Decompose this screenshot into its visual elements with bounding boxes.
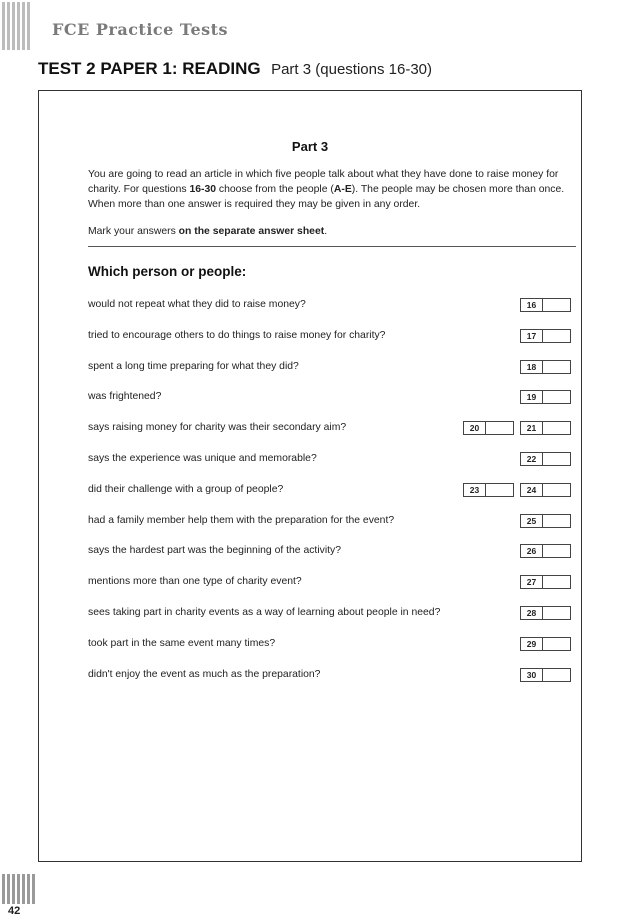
answer-box-number: 27: [521, 576, 543, 588]
answer-box-blank[interactable]: [543, 330, 570, 342]
answer-box-number: 24: [521, 484, 543, 496]
answer-box[interactable]: [520, 421, 571, 435]
part-heading: Part 3: [291, 139, 329, 154]
answer-box-blank[interactable]: [543, 299, 570, 311]
answer-box[interactable]: [520, 360, 571, 374]
mark-answers-paragraph: Mark your answers on the separate answer sheet.: [88, 226, 328, 237]
part-3-frame: [38, 90, 582, 862]
test-title-main: TEST 2 PAPER 1: READING: [38, 59, 261, 78]
answer-box[interactable]: [463, 421, 514, 435]
answer-box[interactable]: [520, 329, 571, 343]
answer-box-blank[interactable]: [543, 422, 570, 434]
answer-box-number: 16: [521, 299, 543, 311]
question-text: says the experience was unique and memorable?: [88, 453, 317, 464]
answer-box-blank[interactable]: [543, 484, 570, 496]
answer-box-number: 18: [521, 361, 543, 373]
question-text: says the hardest part was the beginning of the activity?: [88, 545, 341, 557]
answer-box-number: 26: [521, 545, 543, 557]
question-text: would not repeat what they did to raise money?: [88, 299, 306, 310]
answer-box-blank[interactable]: [543, 515, 570, 527]
question-text: had a family member help them with the preparation for the event?: [88, 514, 395, 526]
decorative-stripes-top: [2, 2, 30, 50]
answer-box[interactable]: [520, 606, 571, 620]
answer-box[interactable]: [520, 483, 571, 497]
answer-box-number: 19: [521, 391, 543, 403]
question-text: took part in the same event many times?: [88, 637, 276, 649]
question-text: did their challenge with a group of people?: [88, 483, 284, 495]
answer-box-number: 17: [521, 330, 543, 342]
answer-box-blank[interactable]: [543, 391, 570, 403]
question-text: didn't enjoy the event as much as the preparation?: [88, 668, 321, 680]
answer-box-number: 30: [521, 669, 543, 681]
answer-box-blank[interactable]: [543, 576, 570, 588]
answer-box[interactable]: [520, 452, 571, 466]
question-text: mentions more than one type of charity event?: [88, 576, 302, 588]
decorative-stripes-bottom: [2, 874, 35, 904]
answer-box-blank[interactable]: [486, 484, 513, 496]
answer-box-number: 28: [521, 607, 543, 619]
answer-box-blank[interactable]: [543, 669, 570, 681]
instructions: [88, 167, 578, 239]
page-number: 42: [8, 905, 21, 917]
question-text: says raising money for charity was their secondary aim?: [88, 422, 347, 434]
answer-box-number: 29: [521, 638, 543, 650]
answer-box-blank[interactable]: [543, 545, 570, 557]
answer-box[interactable]: [520, 390, 571, 404]
question-text: spent a long time preparing for what they did?: [88, 360, 299, 372]
answer-box[interactable]: [520, 298, 571, 312]
answer-box[interactable]: [520, 575, 571, 589]
answer-box-number: 22: [521, 453, 543, 465]
question-text: was frightened?: [88, 391, 162, 403]
answer-box-blank[interactable]: [543, 361, 570, 373]
answer-box-number: 21: [521, 422, 543, 434]
answer-box[interactable]: [520, 668, 571, 682]
question-prompt: Which person or people:: [88, 264, 247, 279]
section-divider: [88, 246, 576, 247]
question-text: tried to encourage others to do things to raise money for charity?: [88, 329, 386, 341]
answer-box-number: 23: [464, 484, 486, 496]
intro-paragraph: You are going to read an article in which five people talk about what they have done to raise money for charity. For questions 16-30 choose from the people (A-E). The people may be chosen more than once. When more than one answer is required they may be given in any order.: [88, 169, 565, 210]
answer-box[interactable]: [520, 637, 571, 651]
answer-box-blank[interactable]: [543, 453, 570, 465]
question-text: sees taking part in charity events as a way of learning about people in need?: [88, 607, 441, 618]
answer-box-blank[interactable]: [543, 638, 570, 650]
answer-box[interactable]: [520, 514, 571, 528]
answer-box-blank[interactable]: [486, 422, 513, 434]
answer-box[interactable]: [463, 483, 514, 497]
answer-box-number: 20: [464, 422, 486, 434]
test-title: [38, 59, 432, 79]
series-title: FCE Practice Tests: [52, 20, 229, 39]
answer-box-blank[interactable]: [543, 607, 570, 619]
test-title-subtitle: Part 3 (questions 16-30): [271, 61, 432, 78]
answer-box[interactable]: [520, 544, 571, 558]
answer-box-number: 25: [521, 515, 543, 527]
